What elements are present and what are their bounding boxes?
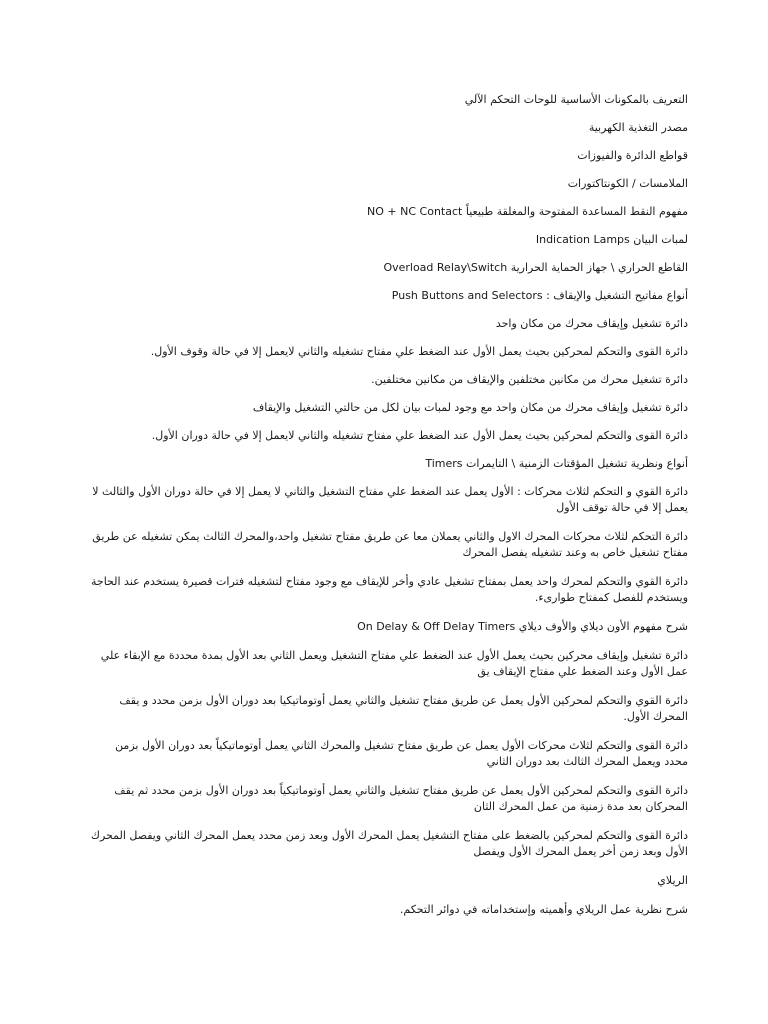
text-line: دائرة تشغيل وإيقاف محرك من مكان واحد مع وجود لمبات بيان لكل من حالتي التشغيل والإيقاف	[252, 401, 688, 414]
text-line: التعريف بالمكونات الأساسية للوحات التحكم الآلي	[464, 93, 688, 106]
document-body	[88, 92, 688, 918]
text-paragraph: دائرة التحكم لثلاث محركات المحرك الاول والثاني يعملان معا عن طريق مفتاح تشغيل واحد،والمحرك الثالث يمكن تشغيله عن طريق مفتاح تشغيل خاص به وعند تشغيله يفصل المحرك	[92, 530, 688, 559]
text-line: دائرة تشغيل وإيقاف محرك من مكان واحد	[495, 317, 688, 330]
text-line: لمبات البيان Indication Lamps	[535, 233, 688, 246]
text-line: شرح مفهوم الأون ديلاي والأوف ديلاي On Delay & Off Delay Timers	[357, 620, 688, 633]
text-line: الملامسات / الكونتاكتورات	[567, 177, 688, 190]
text-line: القاطع الحراري \ جهاز الحماية الحرارية Overload Relay\Switch	[383, 261, 688, 274]
text-line: شرح نظرية عمل الريلاي وأهميته وإستخداماته في دوائر التحكم.	[399, 903, 688, 916]
text-paragraph: دائرة القوي والتحكم لمحرك واحد يعمل بمفتاح تشغيل عادي وأخر للإيقاف مع وجود مفتاح لتشغيله فترات قصيرة يستخدم عند الحاجة ويستخدم للفصل كمفتاح طوارىء.	[91, 575, 688, 604]
text-line: مفهوم النقط المساعدة المفتوحة والمغلقة طبيعياً NO + NC Contact	[367, 205, 688, 218]
text-line: دائرة القوى والتحكم لمحركين بحيث يعمل الأول عند الضغط علي مفتاح تشغيله والثاني لايعمل إلا في حالة وقوف الأول.	[150, 345, 688, 358]
text-paragraph: دائرة القوى والتحكم لثلاث محركات الأول يعمل عن طريق مفتاح تشغيل والمحرك الثاني يعمل أوتوماتيكياً بعد دوران الأول بزمن محدد ويعمل المحرك الثالث بعد دوران الثاني	[115, 739, 688, 768]
text-line: أنواع ونظرية تشغيل المؤقتات الزمنية \ التايمرات Timers	[425, 457, 688, 470]
text-paragraph: دائرة القوي والتحكم لمحركين الأول يعمل عن طريق مفتاح تشغيل والثاني يعمل أوتوماتيكيا بعد دوران الأول بزمن محدد و يقف المحرك الأول.	[119, 694, 688, 723]
text-paragraph: دائرة القوى والتحكم لمحركين الأول يعمل عن طريق مفتاح تشغيل والثاني يعمل أوتوماتيكياً بعد دوران الأول بزمن محدد ثم يقف المحركان بعد مدة زمنية من عمل المحرك الثان	[114, 784, 688, 813]
text-line: أنواع مفاتيح التشغيل والإيقاف : Push Buttons and Selectors	[391, 289, 688, 302]
text-paragraph: دائرة تشغيل وإيقاف محركين بحيث يعمل الأول عند الضغط علي مفتاح التشغيل ويعمل الثاني بعد الأول بمدة محددة مع الإبقاء علي عمل الأول وعند الضغط علي مفتاح الإيقاف يق	[100, 649, 688, 678]
text-line: دائرة القوى والتحكم لمحركين بحيث يعمل الأول عند الضغط علي مفتاح تشغيله والثاني لايعمل إلا في حالة دوران الأول.	[151, 429, 688, 442]
text-paragraph: دائرة القوى والتحكم لمحركين بالضغط على مفتاح التشغيل يعمل المحرك الأول وبعد زمن محدد يعمل المحرك الثاني ويفصل المحرك الأول وبعد زمن أخر يعمل المحرك الأول ويفصل	[90, 829, 688, 858]
text-line: دائرة تشغيل محرك من مكانين مختلفين والإيقاف من مكانين مختلفين.	[371, 373, 688, 386]
text-line: مصدر التغذية الكهربية	[588, 121, 688, 134]
text-line: الريلاي	[657, 874, 688, 887]
text-paragraph: دائرة القوي و التحكم لثلاث محركات : الأول يعمل عند الضغط علي مفتاح التشغيل والثاني لا يعمل إلا في حالة دوران الأول والثالث لا يعمل إلا في حالة توقف الأول	[92, 485, 688, 514]
text-line: قواطع الدائرة والفيوزات	[577, 149, 688, 162]
